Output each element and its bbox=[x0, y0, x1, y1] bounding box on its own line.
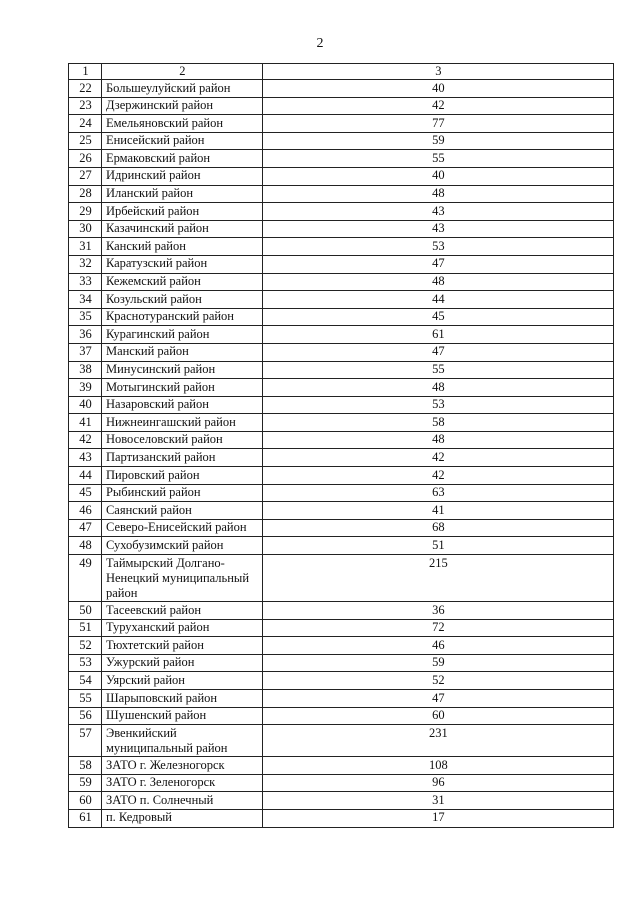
row-number: 56 bbox=[69, 707, 102, 725]
district-value: 42 bbox=[262, 97, 613, 115]
district-name: Краснотуранский район bbox=[101, 308, 262, 326]
row-number: 25 bbox=[69, 132, 102, 150]
header-col-2: 2 bbox=[101, 64, 262, 80]
table-row bbox=[69, 519, 614, 537]
table-row bbox=[69, 757, 614, 775]
district-table bbox=[68, 63, 614, 828]
table-body bbox=[69, 80, 614, 828]
district-name: Саянский район bbox=[101, 502, 262, 520]
table-row bbox=[69, 449, 614, 467]
row-number: 60 bbox=[69, 792, 102, 810]
table-row bbox=[69, 150, 614, 168]
district-name: Северо-Енисейский район bbox=[101, 519, 262, 537]
header-col-1: 1 bbox=[69, 64, 102, 80]
district-name: Идринский район bbox=[101, 167, 262, 185]
district-value: 47 bbox=[262, 343, 613, 361]
table-row bbox=[69, 308, 614, 326]
district-value: 42 bbox=[262, 449, 613, 467]
table-row bbox=[69, 467, 614, 485]
district-value: 215 bbox=[262, 555, 613, 602]
row-number: 47 bbox=[69, 519, 102, 537]
district-name: Емельяновский район bbox=[101, 115, 262, 133]
row-number: 45 bbox=[69, 484, 102, 502]
district-value: 31 bbox=[262, 792, 613, 810]
row-number: 32 bbox=[69, 255, 102, 273]
row-number: 54 bbox=[69, 672, 102, 690]
row-number: 31 bbox=[69, 238, 102, 256]
row-number: 38 bbox=[69, 361, 102, 379]
district-name: Енисейский район bbox=[101, 132, 262, 150]
district-name: Канский район bbox=[101, 238, 262, 256]
row-number: 41 bbox=[69, 414, 102, 432]
district-value: 43 bbox=[262, 203, 613, 221]
header-col-3: 3 bbox=[262, 64, 613, 80]
table-row bbox=[69, 343, 614, 361]
row-number: 28 bbox=[69, 185, 102, 203]
district-value: 48 bbox=[262, 185, 613, 203]
table-header bbox=[69, 64, 614, 80]
row-number: 61 bbox=[69, 809, 102, 827]
district-value: 231 bbox=[262, 725, 613, 757]
district-name: Большеулуйский район bbox=[101, 80, 262, 98]
table-row bbox=[69, 619, 614, 637]
district-name: ЗАТО п. Солнечный bbox=[101, 792, 262, 810]
district-name: Ирбейский район bbox=[101, 203, 262, 221]
district-name: Туруханский район bbox=[101, 619, 262, 637]
district-name: Сухобузимский район bbox=[101, 537, 262, 555]
district-value: 52 bbox=[262, 672, 613, 690]
district-name: Тюхтетский район bbox=[101, 637, 262, 655]
district-name: Ермаковский район bbox=[101, 150, 262, 168]
district-value: 96 bbox=[262, 774, 613, 792]
district-name: Козульский район bbox=[101, 291, 262, 309]
table-row bbox=[69, 637, 614, 655]
table-row bbox=[69, 203, 614, 221]
district-value: 55 bbox=[262, 150, 613, 168]
district-value: 46 bbox=[262, 637, 613, 655]
table-row bbox=[69, 97, 614, 115]
table-row bbox=[69, 502, 614, 520]
table-row bbox=[69, 555, 614, 602]
table-row bbox=[69, 238, 614, 256]
page-number: 2 bbox=[316, 36, 324, 51]
district-value: 41 bbox=[262, 502, 613, 520]
row-number: 43 bbox=[69, 449, 102, 467]
table-row bbox=[69, 672, 614, 690]
row-number: 51 bbox=[69, 619, 102, 637]
row-number: 57 bbox=[69, 725, 102, 757]
district-name: п. Кедровый bbox=[101, 809, 262, 827]
table-row bbox=[69, 273, 614, 291]
table-row bbox=[69, 185, 614, 203]
district-name: ЗАТО г. Железногорск bbox=[101, 757, 262, 775]
district-value: 51 bbox=[262, 537, 613, 555]
row-number: 34 bbox=[69, 291, 102, 309]
table-row bbox=[69, 707, 614, 725]
district-name: Каратузский район bbox=[101, 255, 262, 273]
table-row bbox=[69, 484, 614, 502]
district-value: 47 bbox=[262, 255, 613, 273]
district-value: 63 bbox=[262, 484, 613, 502]
district-name: Минусинский район bbox=[101, 361, 262, 379]
district-value: 36 bbox=[262, 602, 613, 620]
row-number: 49 bbox=[69, 555, 102, 602]
district-name: Мотыгинский район bbox=[101, 379, 262, 397]
table-row bbox=[69, 809, 614, 827]
district-value: 59 bbox=[262, 132, 613, 150]
table-row bbox=[69, 431, 614, 449]
district-value: 45 bbox=[262, 308, 613, 326]
district-name: Кежемский район bbox=[101, 273, 262, 291]
header-row bbox=[69, 64, 614, 80]
district-name: Уярский район bbox=[101, 672, 262, 690]
row-number: 40 bbox=[69, 396, 102, 414]
district-value: 59 bbox=[262, 654, 613, 672]
table-row bbox=[69, 291, 614, 309]
district-value: 48 bbox=[262, 379, 613, 397]
row-number: 23 bbox=[69, 97, 102, 115]
row-number: 29 bbox=[69, 203, 102, 221]
district-name: Рыбинский район bbox=[101, 484, 262, 502]
district-name: Шарыповский район bbox=[101, 690, 262, 708]
row-number: 50 bbox=[69, 602, 102, 620]
district-value: 40 bbox=[262, 167, 613, 185]
table-row bbox=[69, 326, 614, 344]
district-name: Новоселовский район bbox=[101, 431, 262, 449]
district-name: Ужурский район bbox=[101, 654, 262, 672]
table-row bbox=[69, 725, 614, 757]
row-number: 58 bbox=[69, 757, 102, 775]
row-number: 39 bbox=[69, 379, 102, 397]
district-name: ЗАТО г. Зеленогорск bbox=[101, 774, 262, 792]
district-name: Казачинский район bbox=[101, 220, 262, 238]
row-number: 37 bbox=[69, 343, 102, 361]
district-value: 77 bbox=[262, 115, 613, 133]
district-name: Назаровский район bbox=[101, 396, 262, 414]
district-value: 44 bbox=[262, 291, 613, 309]
table-row bbox=[69, 792, 614, 810]
district-value: 72 bbox=[262, 619, 613, 637]
row-number: 48 bbox=[69, 537, 102, 555]
district-name: Манский район bbox=[101, 343, 262, 361]
table-row bbox=[69, 396, 614, 414]
district-name: Партизанский район bbox=[101, 449, 262, 467]
district-value: 53 bbox=[262, 238, 613, 256]
row-number: 52 bbox=[69, 637, 102, 655]
row-number: 22 bbox=[69, 80, 102, 98]
table-row bbox=[69, 774, 614, 792]
district-value: 48 bbox=[262, 273, 613, 291]
row-number: 36 bbox=[69, 326, 102, 344]
district-name: Эвенкийский муниципальный район bbox=[101, 725, 262, 757]
table-row bbox=[69, 654, 614, 672]
district-name: Дзержинский район bbox=[101, 97, 262, 115]
row-number: 24 bbox=[69, 115, 102, 133]
table-row bbox=[69, 115, 614, 133]
table-row bbox=[69, 414, 614, 432]
district-value: 42 bbox=[262, 467, 613, 485]
district-value: 61 bbox=[262, 326, 613, 344]
row-number: 46 bbox=[69, 502, 102, 520]
district-value: 47 bbox=[262, 690, 613, 708]
district-name: Нижнеингашский район bbox=[101, 414, 262, 432]
table-row bbox=[69, 379, 614, 397]
district-name: Тасеевский район bbox=[101, 602, 262, 620]
row-number: 30 bbox=[69, 220, 102, 238]
district-name: Иланский район bbox=[101, 185, 262, 203]
table-row bbox=[69, 132, 614, 150]
district-value: 43 bbox=[262, 220, 613, 238]
district-value: 17 bbox=[262, 809, 613, 827]
row-number: 55 bbox=[69, 690, 102, 708]
district-value: 58 bbox=[262, 414, 613, 432]
row-number: 53 bbox=[69, 654, 102, 672]
district-value: 40 bbox=[262, 80, 613, 98]
district-value: 68 bbox=[262, 519, 613, 537]
row-number: 59 bbox=[69, 774, 102, 792]
table-row bbox=[69, 167, 614, 185]
row-number: 33 bbox=[69, 273, 102, 291]
row-number: 27 bbox=[69, 167, 102, 185]
table-row bbox=[69, 690, 614, 708]
table-row bbox=[69, 220, 614, 238]
table-row bbox=[69, 602, 614, 620]
district-name: Курагинский район bbox=[101, 326, 262, 344]
row-number: 35 bbox=[69, 308, 102, 326]
table-row bbox=[69, 255, 614, 273]
table-row bbox=[69, 80, 614, 98]
district-value: 55 bbox=[262, 361, 613, 379]
district-value: 53 bbox=[262, 396, 613, 414]
table-row bbox=[69, 361, 614, 379]
district-value: 60 bbox=[262, 707, 613, 725]
district-name: Шушенский район bbox=[101, 707, 262, 725]
district-value: 48 bbox=[262, 431, 613, 449]
row-number: 44 bbox=[69, 467, 102, 485]
row-number: 26 bbox=[69, 150, 102, 168]
district-value: 108 bbox=[262, 757, 613, 775]
table-row bbox=[69, 537, 614, 555]
district-name: Пировский район bbox=[101, 467, 262, 485]
row-number: 42 bbox=[69, 431, 102, 449]
district-name: Таймырский Долгано-Ненецкий муниципальный район bbox=[101, 555, 262, 602]
